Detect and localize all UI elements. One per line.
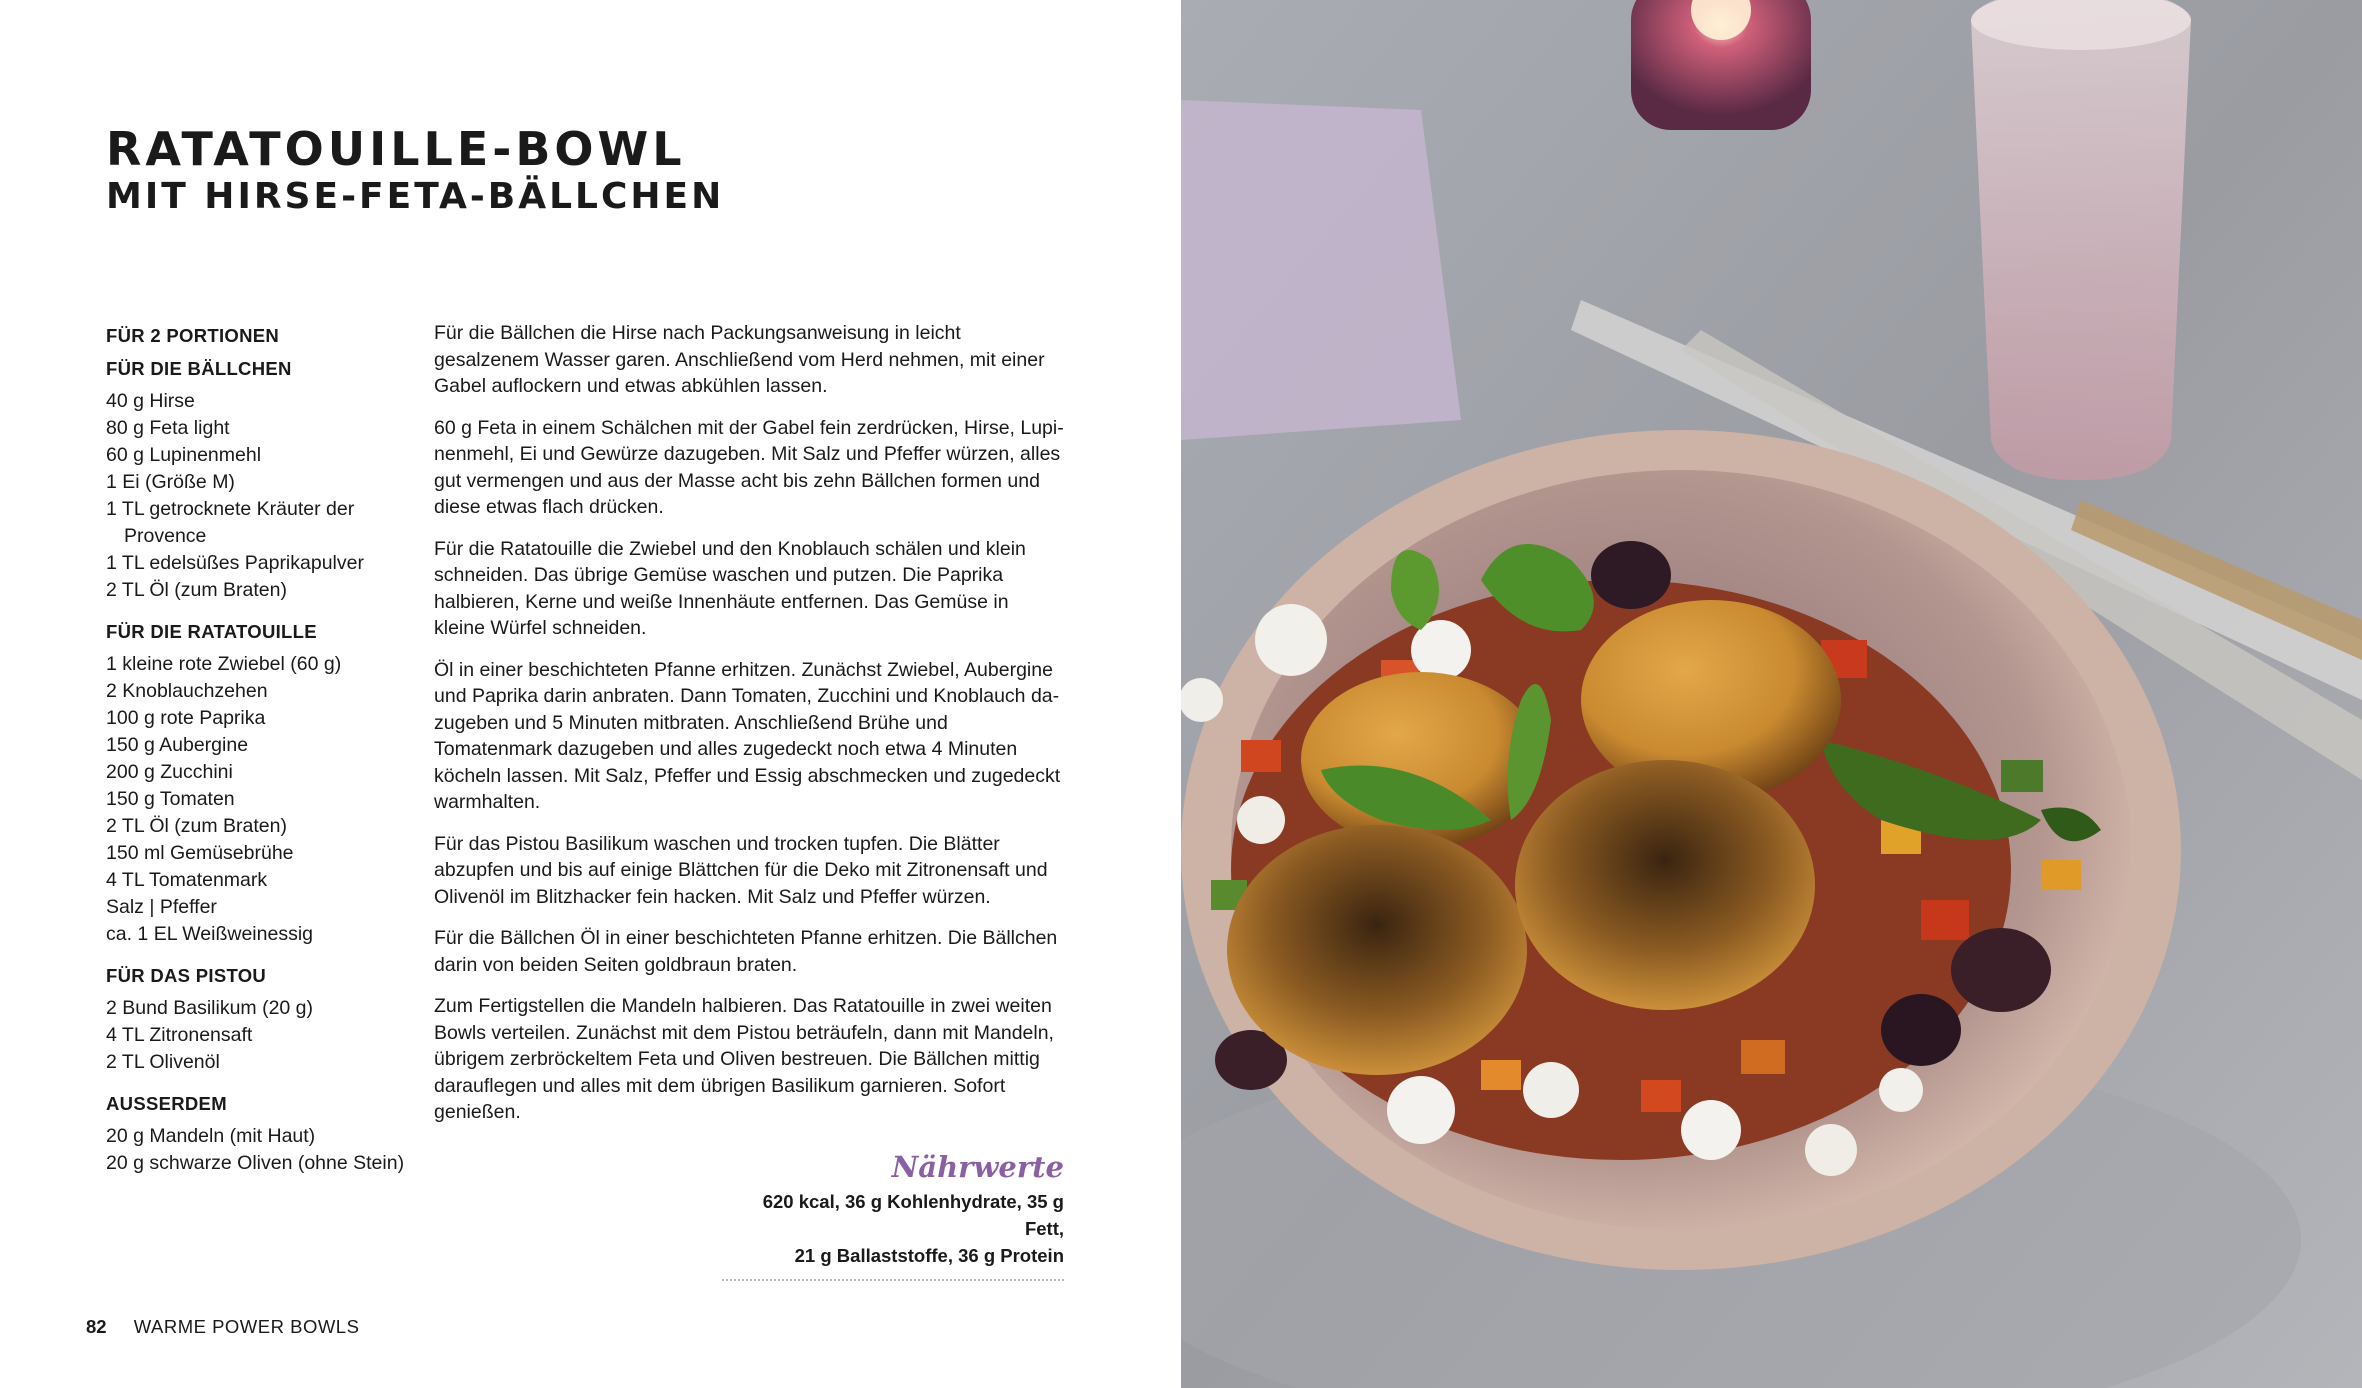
ingredient-group-pistou (106, 962, 406, 1076)
nutrition-divider (722, 1279, 1064, 1281)
ingredient-item: 4 TL Zitronensaft (106, 1024, 253, 1046)
nutrition-box (722, 1150, 1064, 1281)
ingredient-list (106, 651, 406, 948)
section-title: WARME POWER BOWLS (133, 1316, 360, 1337)
ingredient-item: 20 g Mandeln (mit Haut) (106, 1125, 316, 1147)
step-paragraph: Öl in einer beschichteten Pfanne erhitzen. Zunächst Zwiebel, Aubergine und Paprika darin anbraten. Dann Tomaten, Zucchini und Knoblauch dazugeben und 5 Minuten mitbraten. Anschließend Brühe und Tomatenmark dazugeben und alles zugedeckt noch etwa 4 Minuten köcheln lassen. Mit Salz, Pfeffer und Essig abschmecken und zugedeckt warmhalten. (434, 658, 1061, 813)
step-paragraph: Zum Fertigstellen die Mandeln halbieren. Das Ratatouille in zwei weiten Bowls verteilen. Zunächst mit dem Pistou beträufeln, dann mit Mandeln, übrigem zerbröckeltem Feta und Oliven bestreuen. Die Bällchen mittig darauflegen und alles mit dem übrigen Basilikum garnieren. Sofort genießen. (434, 995, 1054, 1123)
ingredient-item: 2 TL Öl (zum Braten) (106, 579, 287, 601)
ingredient-item: ca. 1 EL Weißweinessig (106, 923, 314, 945)
ingredient-item: 150 ml Gemüsebrühe (106, 842, 294, 864)
portions-heading: FÜR 2 PORTIONEN (106, 325, 280, 346)
ingredients-column (106, 322, 406, 1191)
ingredient-item: 150 g Aubergine (106, 734, 249, 756)
ingredient-group-heading: AUSSERDEM (106, 1093, 227, 1114)
ingredient-item: 2 Knoblauchzehen (106, 680, 268, 702)
ingredient-item: 80 g Feta light (106, 417, 230, 439)
nutrition-line: 620 kcal, 36 g Kohlenhydrate, 35 g Fett, (762, 1191, 1064, 1239)
ingredient-item: 100 g rote Paprika (106, 707, 266, 729)
ingredient-group-ratatouille (106, 618, 406, 948)
recipe-title: RATATOUILLE-BOWL (106, 122, 686, 176)
ingredient-item: 60 g Lupinenmehl (106, 444, 262, 466)
ingredient-item: 2 Bund Basilikum (20 g) (106, 997, 314, 1019)
ingredient-group-baellchen (106, 355, 406, 604)
step-paragraph: Für das Pistou Basilikum waschen und trocken tupfen. Die Blätter abzupfen und bis auf einige Blättchen für die Deko mit Zitronensaft und Olivenöl im Blitzhacker fein hacken. Mit Salz und Pfeffer würzen. (434, 832, 1048, 908)
ingredient-item: 1 kleine rote Zwiebel (60 g) (106, 653, 342, 675)
page-footer (86, 1316, 359, 1338)
step-paragraph: Für die Bällchen die Hirse nach Packungsanweisung in leicht gesalzenem Wasser garen. Anschließend vom Herd nehmen, mit einer Gabel auflockern und etwas abkühlen lassen. (434, 322, 1045, 397)
ingredient-item: 150 g Tomaten (106, 788, 235, 810)
ingredient-item: 20 g schwarze Oliven (ohne Stein) (106, 1152, 405, 1174)
ingredient-item: 1 TL getrocknete Kräuter der Provence (106, 498, 355, 547)
ingredient-item: Salz | Pfeffer (106, 896, 217, 918)
nutrition-label: Nährwerte (891, 1150, 1064, 1184)
ingredient-group-heading: FÜR DAS PISTOU (106, 965, 267, 986)
ingredient-item: 1 TL edelsüßes Paprikapulver (106, 552, 364, 574)
ingredient-group-ausserdem (106, 1090, 406, 1177)
preparation-steps (434, 320, 1064, 1141)
ingredient-item: 2 TL Öl (zum Braten) (106, 815, 287, 837)
drinking-glass (1971, 0, 2191, 480)
step-paragraph: Für die Bällchen Öl in einer beschichteten Pfanne erhitzen. Die Bällchen darin von beiden Seiten goldbraun braten. (434, 927, 1058, 976)
page-number: 82 (86, 1316, 107, 1337)
ingredient-list (106, 1123, 406, 1177)
nutrition-line: 21 g Ballaststoffe, 36 g Protein (794, 1245, 1064, 1266)
ingredient-list (106, 388, 406, 604)
millet-feta-ball (1515, 760, 1815, 1010)
recipe-subtitle: MIT HIRSE-FETA-BÄLLCHEN (106, 176, 725, 217)
ingredient-item: 200 g Zucchini (106, 761, 233, 783)
ingredient-item: 1 Ei (Größe M) (106, 471, 235, 493)
ingredient-item: 2 TL Olivenöl (106, 1051, 220, 1073)
ingredient-group-heading: FÜR DIE RATATOUILLE (106, 621, 317, 642)
millet-feta-ball (1227, 825, 1527, 1075)
step-paragraph: Für die Ratatouille die Zwiebel und den Knoblauch schälen und klein schneiden. Das übrige Gemüse waschen und putzen. Die Paprika halbieren, Kerne und weiße Innenhäute entfernen. Das Gemüse in kleine Würfel schneiden. (434, 537, 1026, 639)
ingredient-item: 4 TL Tomatenmark (106, 869, 268, 891)
food-photo (1181, 0, 2362, 1388)
ingredient-group-heading: FÜR DIE BÄLLCHEN (106, 358, 292, 379)
step-paragraph: 60 g Feta in einem Schälchen mit der Gabel fein zerdrücken, Hirse, Lupinenmehl, Ei und Gewürze dazugeben. Mit Salz und Pfeffer würzen, alles gut vermengen und aus der Masse acht bis zehn Bällchen formen und diese etwas flach drücken. (434, 416, 1064, 518)
napkin (1181, 100, 1461, 440)
ingredient-list (106, 995, 406, 1076)
ingredient-item: 40 g Hirse (106, 390, 195, 412)
